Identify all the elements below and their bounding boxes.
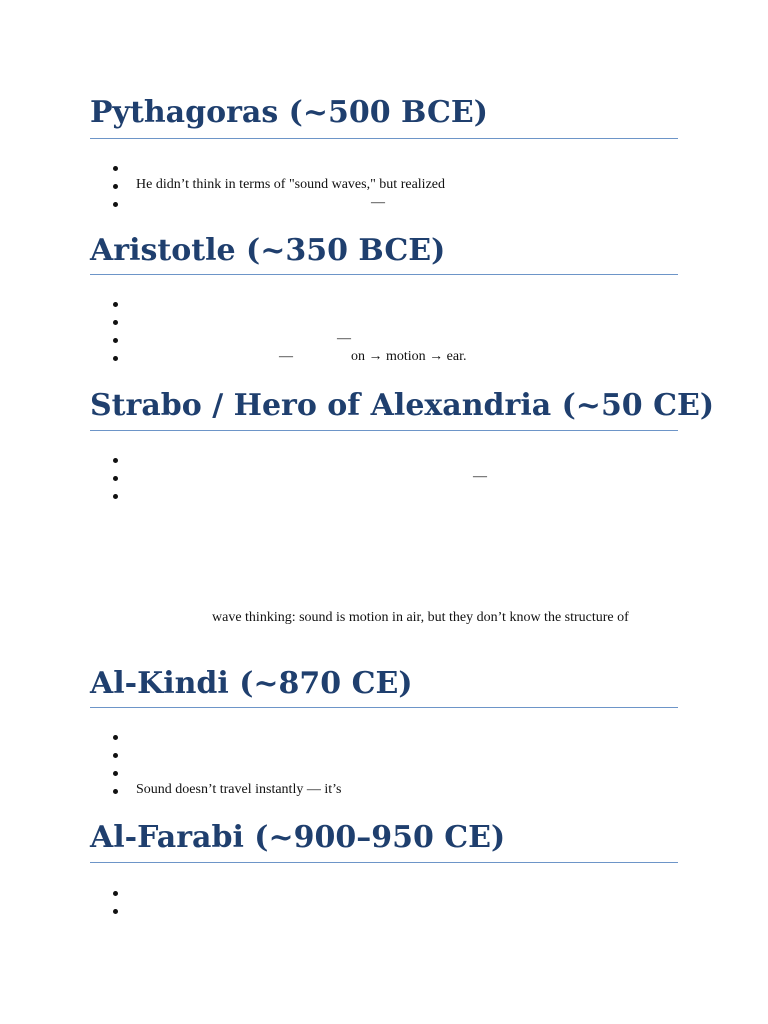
list-bullet: [112, 884, 120, 902]
heading-rule: [90, 274, 678, 275]
list-bullet: [112, 177, 120, 195]
section-heading-al-kindi: Al-Kindi (~870 CE): [90, 666, 413, 701]
section-heading-al-farabi: Al-Farabi (~900–950 CE): [90, 820, 506, 855]
list-item-text: —: [279, 349, 293, 364]
summary-paragraph: wave thinking: sound is motion in air, but they don’t know the structure of: [212, 610, 629, 625]
section-heading-pythagoras: Pythagoras (~500 BCE): [90, 95, 488, 130]
list-bullet: [112, 782, 120, 800]
list-item-text: Sound doesn’t travel instantly — it’s: [136, 782, 342, 797]
list-bullet: [112, 451, 120, 469]
heading-rule: [90, 138, 678, 139]
heading-rule: [90, 707, 678, 708]
list-bullet: [112, 487, 120, 505]
list-bullet: [112, 469, 120, 487]
list-bullet: [112, 349, 120, 367]
list-bullet: [112, 295, 120, 313]
list-bullet: [112, 195, 120, 213]
list-bullet: [112, 902, 120, 920]
section-heading-aristotle: Aristotle (~350 BCE): [90, 233, 446, 268]
heading-rule: [90, 430, 678, 431]
list-bullet: [112, 746, 120, 764]
list-item-text: —: [371, 195, 385, 210]
list-bullet: [112, 728, 120, 746]
list-item-text: on → motion → ear.: [351, 349, 467, 364]
list-item-text: —: [337, 331, 351, 346]
list-bullet: [112, 159, 120, 177]
list-item-text: —: [473, 469, 487, 484]
list-bullet: [112, 331, 120, 349]
list-bullet: [112, 764, 120, 782]
section-heading-strabo-hero: Strabo / Hero of Alexandria (~50 CE): [90, 388, 715, 423]
list-item-text: He didn’t think in terms of "sound waves," but realized: [136, 177, 445, 192]
list-bullet: [112, 313, 120, 331]
heading-rule: [90, 862, 678, 863]
